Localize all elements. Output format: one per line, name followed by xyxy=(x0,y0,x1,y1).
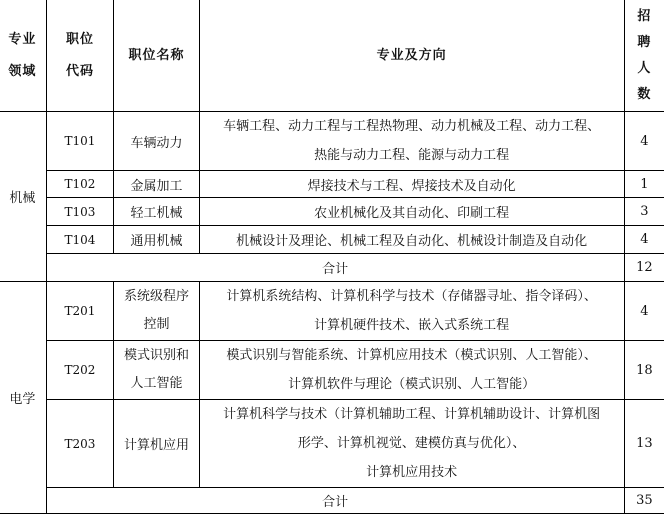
direction-line: 计算机科学与技术（计算机辅助工程、计算机辅助设计、计算机图 xyxy=(223,407,601,422)
direction-cell xyxy=(199,282,624,341)
position-name-cell: 轻工机械 xyxy=(114,198,199,226)
code-cell: T103 xyxy=(46,198,114,226)
header-count-char: 聘 xyxy=(637,34,652,50)
position-name-line: 控制 xyxy=(143,317,170,332)
direction-cell xyxy=(199,400,624,488)
subtotal-label: 合计 xyxy=(46,254,624,282)
position-name-cell: 通用机械 xyxy=(114,226,199,254)
table-row xyxy=(0,341,664,400)
header-count-char: 人 xyxy=(637,60,652,76)
direction-line: 计算机应用技术 xyxy=(366,465,458,480)
direction-line: 热能与动力工程、能源与动力工程 xyxy=(314,148,510,163)
table-row xyxy=(0,198,664,226)
count-cell: 18 xyxy=(624,341,664,400)
subtotal-value: 12 xyxy=(624,254,664,282)
position-name-cell xyxy=(114,282,199,341)
header-count xyxy=(624,0,664,112)
field-cell: 机械 xyxy=(0,112,46,282)
direction-line: 计算机系统结构、计算机科学与技术（存储器寻址、指令译码）、 xyxy=(226,289,597,304)
direction-line: 模式识别与智能系统、计算机应用技术（模式识别、人工智能）、 xyxy=(226,348,597,363)
subtotal-row xyxy=(0,254,664,282)
direction-line: 形学、计算机视觉、建模仿真与优化）、 xyxy=(297,436,526,451)
direction-cell xyxy=(199,341,624,400)
position-name-line: 人工智能 xyxy=(130,376,183,391)
header-row xyxy=(0,0,664,112)
direction-cell xyxy=(199,112,624,171)
direction-line: 车辆工程、动力工程与工程热物理、动力机械及工程、动力工程、 xyxy=(223,119,601,134)
position-name-cell: 金属加工 xyxy=(114,171,199,198)
header-count-char: 数 xyxy=(637,86,652,102)
table-row xyxy=(0,171,664,198)
position-name-line: 模式识别和 xyxy=(123,348,189,363)
count-cell: 4 xyxy=(624,226,664,254)
count-cell: 1 xyxy=(624,171,664,198)
header-major-direction: 专业及方向 xyxy=(199,0,624,112)
direction-line: 计算机硬件技术、嵌入式系统工程 xyxy=(314,318,510,333)
count-cell: 3 xyxy=(624,198,664,226)
table-row xyxy=(0,400,664,488)
position-name-cell: 车辆动力 xyxy=(114,112,199,171)
count-cell: 4 xyxy=(624,112,664,171)
direction-cell: 机械设计及理论、机械工程及自动化、机械设计制造及自动化 xyxy=(199,226,624,254)
code-cell: T203 xyxy=(46,400,114,488)
code-cell: T101 xyxy=(46,112,114,171)
direction-line: 计算机软件与理论（模式识别、人工智能） xyxy=(288,377,536,392)
table-row xyxy=(0,112,664,171)
subtotal-value: 35 xyxy=(624,488,664,514)
code-cell: T202 xyxy=(46,341,114,400)
subtotal-label: 合计 xyxy=(46,488,624,514)
position-name-cell: 计算机应用 xyxy=(114,400,199,488)
header-field xyxy=(0,0,46,112)
header-position-name: 职位名称 xyxy=(114,0,199,112)
header-field-line2: 领域 xyxy=(8,63,37,79)
code-cell: T104 xyxy=(46,226,114,254)
header-field-line1: 专业 xyxy=(8,31,37,47)
count-cell: 13 xyxy=(624,400,664,488)
field-cell: 电学 xyxy=(0,282,46,514)
code-cell: T201 xyxy=(46,282,114,341)
table-row xyxy=(0,226,664,254)
header-code-line1: 职位 xyxy=(65,31,94,47)
header-count-char: 招 xyxy=(637,8,652,24)
direction-cell: 焊接技术与工程、焊接技术及自动化 xyxy=(199,171,624,198)
direction-cell: 农业机械化及其自动化、印刷工程 xyxy=(199,198,624,226)
header-code-line2: 代码 xyxy=(65,63,94,79)
position-name-line: 系统级程序 xyxy=(123,289,189,304)
header-code xyxy=(46,0,114,112)
code-cell: T102 xyxy=(46,171,114,198)
position-name-cell xyxy=(114,341,199,400)
count-cell: 4 xyxy=(624,282,664,341)
table-row xyxy=(0,282,664,341)
